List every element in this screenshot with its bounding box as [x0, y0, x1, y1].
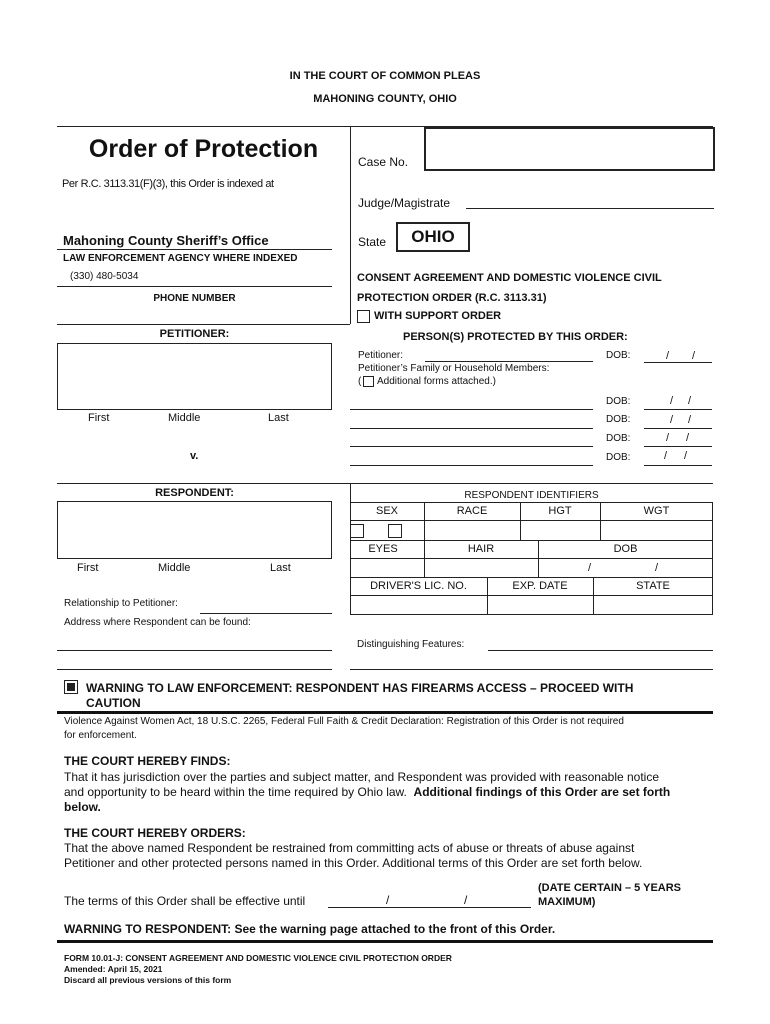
agency-name-line	[57, 249, 332, 250]
additional-open-paren: (	[358, 376, 362, 387]
protected-petitioner-input[interactable]	[425, 361, 593, 362]
dob-sep: /	[688, 414, 692, 426]
id-row-line	[350, 577, 713, 578]
features-input-2[interactable]	[350, 669, 713, 670]
respondent-last-label: Last	[270, 562, 291, 574]
finds-line-2-bold: Additional findings of this Order are set forth	[413, 785, 671, 799]
court-line-1: IN THE COURT OF COMMON PLEAS	[289, 70, 481, 82]
state-label: State	[358, 235, 387, 249]
id-dl-header: DRIVER'S LIC. NO.	[370, 580, 467, 592]
id-race-header: RACE	[456, 505, 488, 517]
sex-checkbox-1[interactable]	[350, 524, 364, 538]
id-dob-header: DOB	[613, 543, 638, 555]
dob-label-0: DOB:	[606, 350, 631, 361]
finds-line-3: below.	[64, 800, 101, 814]
firearms-rule	[57, 711, 713, 714]
court-line-2: MAHONING COUNTY, OHIO	[313, 93, 457, 105]
vawa-line-1: Violence Against Women Act, 18 U.S.C. 2265, Federal Full Faith & Credit Declaration: Registration of this Order is not required	[64, 716, 624, 727]
respondent-name-box[interactable]	[57, 501, 332, 559]
effective-note-1: (DATE CERTAIN – 5 YEARS	[538, 882, 682, 894]
protected-heading: PERSON(S) PROTECTED BY THIS ORDER:	[403, 331, 628, 343]
relationship-input[interactable]	[200, 613, 332, 614]
id-sex-header: SEX	[375, 505, 398, 517]
additional-forms-label: Additional forms attached.)	[377, 376, 496, 387]
indexed-note: Per R.C. 3113.31(F)(3), this Order is indexed at	[62, 178, 274, 190]
warning-respondent: WARNING TO RESPONDENT: See the warning page attached to the front of this Order.	[64, 922, 556, 936]
judge-input-line[interactable]	[466, 208, 714, 209]
additional-forms-checkbox[interactable]	[363, 376, 374, 387]
respondent-heading: RESPONDENT:	[155, 487, 234, 499]
petitioner-name-box[interactable]	[57, 343, 332, 410]
address-input-2[interactable]	[57, 669, 332, 670]
petitioner-first-label: First	[88, 412, 110, 424]
firearms-checkbox[interactable]	[64, 680, 78, 694]
features-label: Distinguishing Features:	[357, 639, 465, 650]
orders-line-2: Petitioner and other protected persons named in this Order. Additional terms of this Order are set forth below.	[64, 856, 643, 870]
id-hgt-header: HGT	[548, 505, 572, 517]
relationship-label: Relationship to Petitioner:	[64, 598, 178, 609]
effective-label: The terms of this Order shall be effective until	[64, 894, 306, 908]
petitioner-last-label: Last	[268, 412, 289, 424]
id-eyes-header: EYES	[368, 543, 398, 555]
dob-label-1: DOB:	[606, 396, 631, 407]
id-dob-sep: /	[655, 562, 659, 574]
petitioner-rule	[57, 324, 350, 325]
family-member-input[interactable]	[350, 428, 593, 429]
identifiers-heading: RESPONDENT IDENTIFIERS	[464, 490, 599, 501]
dob-input-0[interactable]	[644, 362, 712, 363]
dob-sep: /	[666, 432, 670, 444]
footer-line-1: FORM 10.01-J: CONSENT AGREEMENT AND DOMESTIC VIOLENCE CIVIL PROTECTION ORDER	[64, 953, 452, 963]
features-input-1[interactable]	[488, 650, 713, 651]
respondent-middle-label: Middle	[158, 562, 191, 574]
id-row-line	[350, 540, 713, 541]
dob-input-1[interactable]	[644, 409, 712, 410]
dob-sep: /	[684, 450, 688, 462]
state-value-box: OHIO	[396, 222, 470, 252]
dob-sep: /	[692, 350, 696, 362]
dob-sep: /	[688, 395, 692, 407]
petitioner-middle-label: Middle	[168, 412, 201, 424]
order-type-line-2: PROTECTION ORDER (R.C. 3113.31)	[357, 292, 547, 304]
effective-date-sep: /	[464, 893, 468, 907]
id-wgt-header: WGT	[643, 505, 670, 517]
finds-line-2	[64, 785, 670, 799]
case-no-input[interactable]	[424, 127, 715, 171]
versus-label: v.	[190, 450, 199, 462]
family-member-input[interactable]	[350, 446, 593, 447]
family-label: Petitioner’s Family or Household Members:	[358, 363, 550, 374]
phone-line	[57, 286, 332, 287]
id-state-header: STATE	[636, 580, 670, 592]
bottom-rule	[57, 940, 713, 943]
support-order-label: WITH SUPPORT ORDER	[374, 310, 502, 322]
finds-line-1: That it has jurisdiction over the parties and subject matter, and Respondent was provided with reasonable notice	[64, 770, 660, 784]
finds-heading: THE COURT HEREBY FINDS:	[64, 754, 231, 768]
form-title: Order of Protection	[88, 135, 319, 163]
firearms-warning-line-1: WARNING TO LAW ENFORCEMENT: RESPONDENT HAS FIREARMS ACCESS – PROCEED WITH	[86, 681, 634, 695]
family-member-input[interactable]	[350, 465, 593, 466]
effective-note-2: MAXIMUM)	[538, 896, 596, 908]
respondent-first-label: First	[77, 562, 99, 574]
id-dob-sep: /	[588, 562, 592, 574]
phone-label: PHONE NUMBER	[153, 293, 236, 304]
dob-input-3[interactable]	[644, 446, 712, 447]
dob-label-2: DOB:	[606, 414, 631, 425]
dob-input-4[interactable]	[644, 465, 712, 466]
dob-input-2[interactable]	[644, 428, 712, 429]
dob-label-4: DOB:	[606, 452, 631, 463]
dob-sep: /	[666, 350, 670, 362]
agency-name: Mahoning County Sheriff’s Office	[63, 233, 269, 248]
id-hair-header: HAIR	[467, 543, 495, 555]
orders-heading: THE COURT HEREBY ORDERS:	[64, 826, 246, 840]
dob-sep: /	[686, 432, 690, 444]
dob-sep: /	[664, 450, 668, 462]
effective-date-input[interactable]	[328, 907, 531, 908]
sex-checkbox-2[interactable]	[388, 524, 402, 538]
firearms-warning-line-2: CAUTION	[86, 696, 141, 710]
address-input-1[interactable]	[57, 650, 332, 651]
footer-line-3: Discard all previous versions of this form	[64, 975, 232, 985]
petitioner-heading: PETITIONER:	[159, 328, 230, 340]
protected-petitioner-label: Petitioner:	[358, 350, 404, 361]
address-label: Address where Respondent can be found:	[64, 617, 251, 628]
order-type-line-1: CONSENT AGREEMENT AND DOMESTIC VIOLENCE CIVIL	[357, 272, 662, 284]
effective-date-sep: /	[386, 893, 390, 907]
family-member-input[interactable]	[350, 409, 593, 410]
orders-line-1: That the above named Respondent be restrained from committing acts of abuse or threats of abuse against	[64, 841, 635, 855]
support-order-checkbox[interactable]	[357, 310, 370, 323]
agency-label: LAW ENFORCEMENT AGENCY WHERE INDEXED	[63, 253, 298, 264]
respondent-rule	[57, 483, 713, 484]
judge-label: Judge/Magistrate	[358, 196, 451, 210]
footer-line-2: Amended: April 15, 2021	[64, 964, 163, 974]
id-row-line	[350, 558, 713, 559]
case-no-label: Case No.	[358, 155, 409, 169]
header-divider	[350, 126, 351, 324]
id-exp-header: EXP. DATE	[512, 580, 568, 592]
dob-label-3: DOB:	[606, 433, 631, 444]
dob-sep: /	[670, 414, 674, 426]
finds-line-2-plain: and opportunity to be heard within the time required by Ohio law.	[64, 785, 414, 799]
dob-sep: /	[670, 395, 674, 407]
id-row-line	[350, 595, 713, 596]
agency-phone: (330) 480-5034	[70, 271, 139, 282]
vawa-line-2: for enforcement.	[64, 730, 137, 741]
id-row-line	[350, 520, 713, 521]
